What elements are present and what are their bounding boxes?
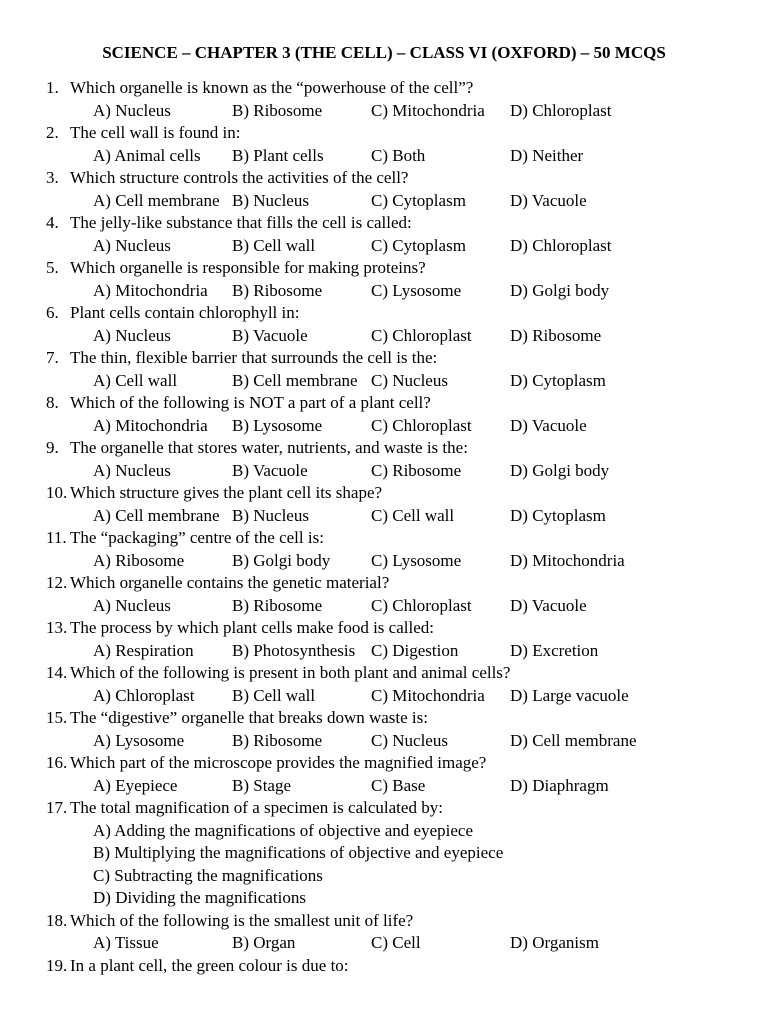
answer-options — [46, 325, 756, 348]
answer-option: C) Subtracting the magnifications — [93, 865, 323, 885]
answer-option: D) Dividing the magnifications — [93, 888, 306, 907]
answer-options — [46, 370, 756, 393]
answer-option: B) Nucleus — [232, 505, 309, 525]
question-text: Which of the following is the smallest unit of life? — [70, 910, 414, 930]
question-stem — [46, 437, 756, 460]
answer-option: D) Excretion — [510, 640, 599, 660]
answer-option: A) Nucleus — [93, 595, 171, 615]
answer-option: C) Mitochondria — [371, 100, 485, 120]
question-item — [46, 752, 756, 797]
question-item — [46, 302, 756, 347]
answer-option: C) Cytoplasm — [371, 190, 466, 210]
question-item — [46, 392, 756, 437]
answer-option: A) Respiration — [93, 640, 194, 660]
question-text: The jelly-like substance that fills the cell is called: — [70, 213, 412, 232]
answer-option: D) Vacuole — [510, 190, 587, 210]
question-stem — [46, 257, 756, 280]
question-text: The total magnification of a specimen is calculated by: — [70, 798, 443, 817]
question-text: Which of the following is present in both plant and animal cells? — [70, 663, 511, 682]
question-stem — [46, 302, 756, 325]
question-item — [46, 617, 756, 662]
answer-option: D) Chloroplast — [510, 235, 612, 255]
question-stem — [46, 955, 756, 978]
answer-option: C) Chloroplast — [371, 595, 472, 615]
answer-option: A) Cell membrane — [93, 190, 220, 210]
answer-option: C) Ribosome — [371, 460, 462, 480]
answer-options — [46, 505, 756, 528]
question-number: 8. — [46, 393, 59, 412]
answer-option: D) Vacuole — [510, 595, 587, 615]
question-stem — [46, 527, 756, 550]
answer-option: C) Both — [371, 145, 426, 165]
question-stem — [46, 347, 756, 370]
question-number: 2. — [46, 123, 59, 142]
question-item — [46, 910, 756, 955]
question-stem — [46, 122, 756, 145]
question-stem — [46, 77, 756, 100]
question-item — [46, 527, 756, 572]
answer-option: A) Nucleus — [93, 100, 171, 120]
question-number: 10. — [46, 483, 68, 502]
question-text: Which structure controls the activities of the cell? — [70, 168, 409, 187]
question-text: Which organelle is responsible for making proteins? — [70, 258, 426, 277]
answer-option: D) Ribosome — [510, 325, 602, 345]
question-number: 6. — [46, 303, 59, 322]
question-number: 12. — [46, 573, 68, 592]
answer-option: C) Nucleus — [371, 730, 448, 750]
answer-option: D) Diaphragm — [510, 775, 609, 795]
answer-options — [46, 460, 756, 483]
question-item — [46, 482, 756, 527]
answer-option: C) Cell — [371, 933, 421, 952]
answer-option: D) Golgi body — [510, 460, 610, 480]
answer-option: B) Ribosome — [232, 280, 323, 300]
question-number: 18. — [46, 910, 68, 930]
answer-option: B) Cell wall — [232, 235, 316, 255]
question-text: Which of the following is NOT a part of a plant cell? — [70, 393, 431, 412]
answer-options — [46, 730, 756, 753]
answer-options — [46, 280, 756, 303]
question-number: 3. — [46, 168, 59, 187]
question-text: The organelle that stores water, nutrients, and waste is the: — [70, 438, 468, 457]
answer-option: D) Neither — [510, 145, 584, 165]
answer-option: A) Cell wall — [93, 370, 178, 390]
question-stem — [46, 797, 756, 820]
question-item — [46, 797, 756, 910]
answer-option: A) Nucleus — [93, 235, 171, 255]
question-number: 5. — [46, 258, 59, 277]
answer-option: C) Lysosome — [371, 280, 462, 300]
answer-option: B) Ribosome — [232, 595, 323, 615]
answer-option: A) Ribosome — [93, 550, 185, 570]
question-text: Which organelle is known as the “powerhouse of the cell”? — [70, 78, 474, 97]
answer-option: B) Plant cells — [232, 145, 324, 165]
question-number: 7. — [46, 348, 59, 367]
answer-option: B) Nucleus — [232, 190, 309, 210]
answer-option: A) Animal cells — [93, 145, 201, 165]
answer-option: D) Chloroplast — [510, 100, 612, 120]
answer-options — [46, 685, 756, 708]
question-item — [46, 212, 756, 257]
question-number: 1. — [46, 78, 59, 97]
question-stem — [46, 662, 756, 685]
answer-option: D) Mitochondria — [510, 550, 625, 570]
answer-option: D) Golgi body — [510, 280, 610, 300]
answer-option: D) Cell membrane — [510, 730, 637, 750]
question-text: In a plant cell, the green colour is due to: — [70, 955, 349, 975]
question-text: The “digestive” organelle that breaks down waste is: — [70, 708, 428, 727]
question-number: 9. — [46, 438, 59, 457]
answer-option: D) Cytoplasm — [510, 505, 606, 525]
answer-option: A) Adding the magnifications of objective and eyepiece — [93, 820, 474, 840]
question-item — [46, 257, 756, 302]
question-item — [46, 707, 756, 752]
question-text: Which part of the microscope provides the magnified image? — [70, 753, 487, 772]
answer-options — [46, 775, 756, 798]
answer-options — [46, 550, 756, 573]
question-text: The thin, flexible barrier that surrounds the cell is the: — [70, 348, 438, 367]
question-stem — [46, 167, 756, 190]
question-number: 17. — [46, 798, 68, 817]
page-title: SCIENCE – CHAPTER 3 (THE CELL) – CLASS VI (OXFORD) – 50 MCQS — [102, 43, 666, 62]
answer-option: C) Chloroplast — [371, 415, 472, 435]
answer-option: A) Eyepiece — [93, 775, 178, 795]
answer-option: B) Stage — [232, 775, 292, 795]
answer-options — [46, 100, 756, 123]
answer-option: A) Chloroplast — [93, 685, 195, 705]
question-item — [46, 437, 756, 482]
answer-option: B) Lysosome — [232, 415, 323, 435]
question-number: 13. — [46, 618, 68, 637]
answer-option: A) Cell membrane — [93, 505, 220, 525]
answer-option: A) Lysosome — [93, 730, 185, 750]
answer-option: B) Cell wall — [232, 685, 316, 705]
answer-option: B) Vacuole — [232, 325, 308, 345]
question-stem — [46, 572, 756, 595]
question-stem — [46, 910, 756, 933]
answer-option: B) Golgi body — [232, 550, 331, 570]
question-number: 16. — [46, 753, 68, 772]
question-text: Plant cells contain chlorophyll in: — [70, 303, 300, 322]
answer-option: D) Cytoplasm — [510, 370, 606, 390]
answer-option: A) Mitochondria — [93, 415, 208, 435]
answer-option: B) Photosynthesis — [232, 640, 356, 660]
question-item — [46, 662, 756, 707]
answer-option: C) Base — [371, 775, 426, 795]
answer-option: B) Vacuole — [232, 460, 308, 480]
question-number: 4. — [46, 213, 59, 232]
answer-option: B) Ribosome — [232, 100, 323, 120]
answer-option: C) Nucleus — [371, 370, 448, 390]
question-stem — [46, 752, 756, 775]
question-item — [46, 347, 756, 392]
answer-option: B) Cell membrane — [232, 370, 358, 390]
question-stem — [46, 392, 756, 415]
question-text: The cell wall is found in: — [70, 123, 241, 142]
question-stem — [46, 212, 756, 235]
answer-options — [46, 932, 756, 955]
answer-option: B) Organ — [232, 933, 296, 952]
answer-options — [46, 640, 756, 663]
question-number: 11. — [46, 528, 67, 547]
answer-option: A) Tissue — [93, 933, 159, 952]
question-text: The process by which plant cells make food is called: — [70, 618, 434, 637]
answer-options — [46, 190, 756, 213]
answer-option: D) Organism — [510, 933, 599, 952]
question-text: Which structure gives the plant cell its shape? — [70, 483, 383, 502]
question-stem — [46, 617, 756, 640]
question-item — [46, 955, 756, 978]
answer-option: C) Cell wall — [371, 505, 455, 525]
answer-option: B) Ribosome — [232, 730, 323, 750]
question-stem — [46, 707, 756, 730]
question-number: 15. — [46, 708, 68, 727]
answer-option: A) Nucleus — [93, 460, 171, 480]
question-list — [46, 77, 756, 977]
answer-option: C) Chloroplast — [371, 325, 472, 345]
answer-option: D) Large vacuole — [510, 685, 629, 705]
question-item — [46, 167, 756, 212]
question-number: 14. — [46, 663, 68, 682]
answer-option: D) Vacuole — [510, 415, 587, 435]
question-number: 19. — [46, 955, 68, 975]
question-item — [46, 122, 756, 167]
answer-option: A) Nucleus — [93, 325, 171, 345]
answer-options — [46, 235, 756, 258]
answer-option: B) Multiplying the magnifications of objective and eyepiece — [93, 843, 504, 862]
question-text: Which organelle contains the genetic material? — [70, 573, 390, 592]
question-text: The “packaging” centre of the cell is: — [70, 528, 324, 547]
answer-options — [46, 415, 756, 438]
question-item — [46, 572, 756, 617]
answer-options — [46, 145, 756, 168]
answer-option: C) Cytoplasm — [371, 235, 466, 255]
answer-option: C) Mitochondria — [371, 685, 485, 705]
question-item — [46, 77, 756, 122]
answer-option: C) Lysosome — [371, 550, 462, 570]
answer-option: C) Digestion — [371, 640, 459, 660]
question-stem — [46, 482, 756, 505]
answer-option: A) Mitochondria — [93, 280, 208, 300]
answer-options — [46, 595, 756, 618]
